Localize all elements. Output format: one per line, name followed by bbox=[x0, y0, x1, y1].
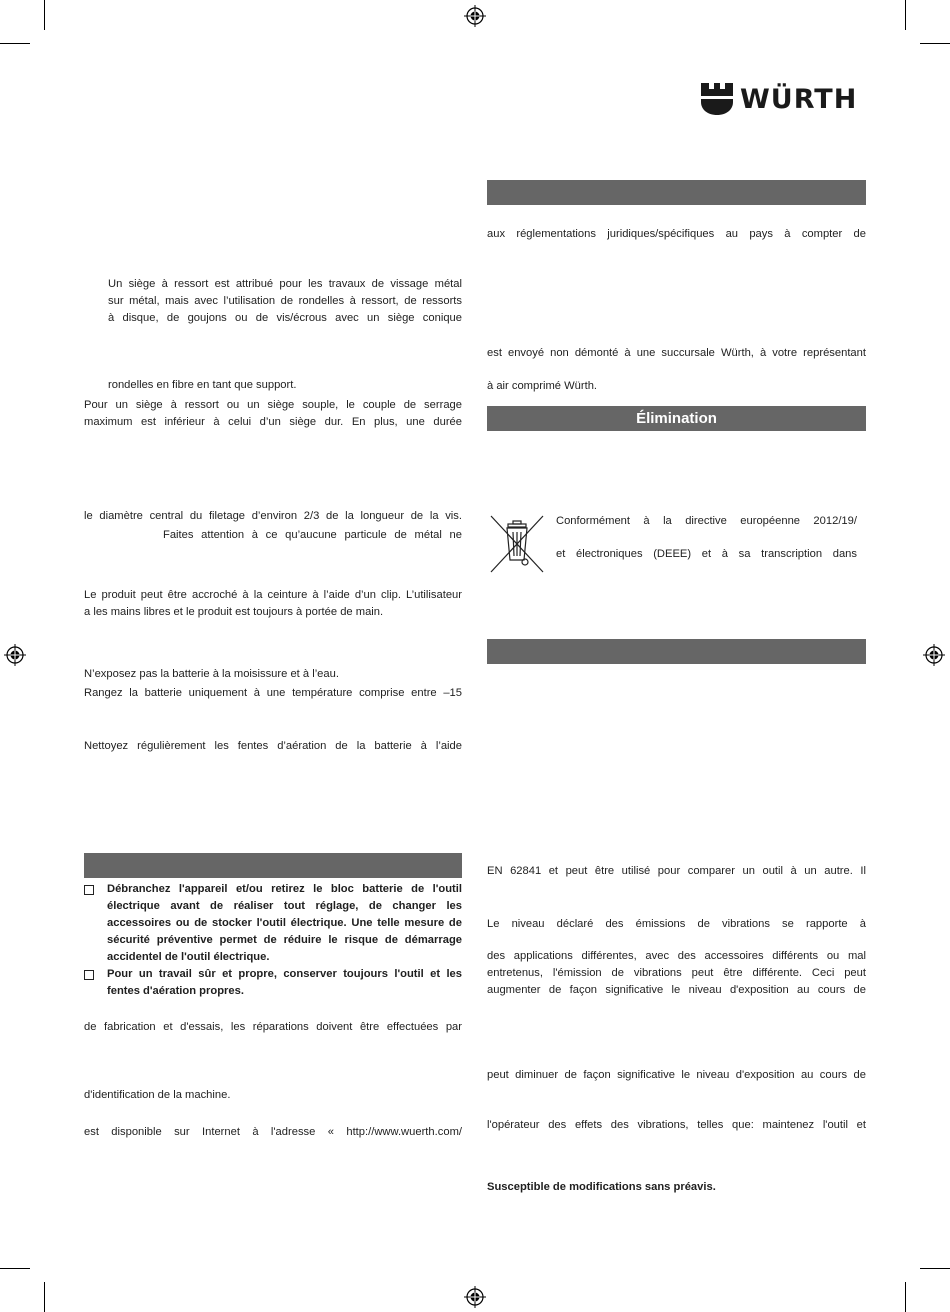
paragraph-line: maximum est inférieur à celui d’un siège dur. En plus, une durée bbox=[84, 416, 462, 428]
wurth-logo bbox=[700, 82, 857, 116]
crossed-out-bin-icon bbox=[489, 514, 545, 574]
checkbox-square-icon bbox=[84, 885, 94, 895]
paragraph-line: des applications différentes, avec des accessoires différents ou mal bbox=[487, 950, 866, 962]
list-item bbox=[84, 966, 462, 1000]
crop-mark bbox=[905, 0, 906, 30]
paragraph-line: Faites attention à ce qu’aucune particule de métal ne bbox=[163, 529, 462, 541]
paragraph-line: à air comprimé Würth. bbox=[487, 380, 598, 392]
paragraph-line: entretenus, l'émission de vibrations peut être différente. Ceci peut bbox=[487, 967, 866, 979]
paragraph-line: N’exposez pas la batterie à la moisissure et à l’eau. bbox=[84, 668, 339, 680]
section-title: Élimination bbox=[636, 410, 717, 427]
list-item-text: Débranchez l'appareil et/ou retirez le bloc batterie de l'outil électrique avant de réaliser tout réglage, de changer les accessoires ou de stocker l'outil électrique. Une telle mesure de sécurité préventive permet de réduire le risque de démarrage accidentel de l'outil électrique. bbox=[107, 883, 462, 963]
paragraph-line: a les mains libres et le produit est toujours à portée de main. bbox=[84, 606, 384, 618]
crop-mark bbox=[920, 1268, 950, 1269]
elimination-header-bar bbox=[487, 406, 866, 431]
wurth-crest-icon bbox=[700, 82, 734, 116]
list-item bbox=[84, 881, 462, 966]
section-header-bar bbox=[487, 180, 866, 205]
crop-mark bbox=[44, 0, 45, 30]
paragraph-line: d'identification de la machine. bbox=[84, 1089, 231, 1101]
paragraph-line: à disque, de goujons ou de vis/écrous avec un siège conique bbox=[108, 312, 462, 324]
paragraph-line: Conformément à la directive européenne 2012/19/ bbox=[556, 515, 857, 527]
registration-mark-icon bbox=[4, 644, 26, 666]
crop-mark bbox=[920, 43, 950, 44]
crop-mark bbox=[905, 1282, 906, 1312]
section-header-bar bbox=[487, 639, 866, 664]
paragraph-line: Le produit peut être accroché à la ceinture à l’aide d’un clip. L’utilisateur bbox=[84, 589, 462, 601]
registration-mark-icon bbox=[923, 644, 945, 666]
registration-mark-icon bbox=[464, 1286, 486, 1308]
paragraph-line: Pour un siège à ressort ou un siège souple, le couple de serrage bbox=[84, 399, 462, 411]
paragraph-line: Un siège à ressort est attribué pour les travaux de vissage métal bbox=[108, 278, 462, 290]
checkbox-square-icon bbox=[84, 970, 94, 980]
paragraph-line: EN 62841 et peut être utilisé pour comparer un outil à un autre. Il bbox=[487, 865, 866, 877]
paragraph-line: l'opérateur des effets des vibrations, telles que: maintenez l'outil et bbox=[487, 1119, 866, 1131]
paragraph-line: rondelles en fibre en tant que support. bbox=[108, 379, 297, 391]
paragraph-line: Nettoyez régulièrement les fentes d’aération de la batterie à l’aide bbox=[84, 740, 462, 752]
paragraph-line: et électroniques (DEEE) et à sa transcription dans bbox=[556, 548, 857, 560]
paragraph-line: est envoyé non démonté à une succursale Würth, à votre représentant bbox=[487, 347, 866, 359]
paragraph-line: est disponible sur Internet à l'adresse « http://www.wuerth.com/ bbox=[84, 1126, 462, 1138]
paragraph-line: augmenter de façon significative le niveau d'exposition au cours de bbox=[487, 984, 866, 996]
paragraph-line: peut diminuer de façon significative le niveau d'exposition au cours de bbox=[487, 1069, 866, 1081]
brand-name: WÜRTH bbox=[740, 83, 858, 115]
list-item-text: Pour un travail sûr et propre, conserver toujours l'outil et les fentes d'aération propres. bbox=[107, 968, 462, 997]
paragraph-line: Le niveau déclaré des émissions de vibrations se rapporte à bbox=[487, 918, 866, 930]
safety-bullet-list bbox=[84, 881, 462, 1000]
crop-mark bbox=[0, 43, 30, 44]
paragraph-line: aux réglementations juridiques/spécifiques au pays à compter de bbox=[487, 228, 866, 240]
paragraph-line: le diamètre central du filetage d’environ 2/3 de la longueur de la vis. bbox=[84, 510, 462, 522]
paragraph-line: sur métal, mais avec l’utilisation de rondelles à ressort, de ressorts bbox=[108, 295, 462, 307]
paragraph-line: Rangez la batterie uniquement à une température comprise entre –15 bbox=[84, 687, 462, 699]
paragraph-line: de fabrication et d'essais, les réparations doivent être effectuées par bbox=[84, 1021, 462, 1033]
modification-note: Susceptible de modifications sans préavis. bbox=[487, 1181, 716, 1193]
crop-mark bbox=[44, 1282, 45, 1312]
section-header-bar bbox=[84, 853, 462, 878]
registration-mark-icon bbox=[464, 5, 486, 27]
crop-mark bbox=[0, 1268, 30, 1269]
